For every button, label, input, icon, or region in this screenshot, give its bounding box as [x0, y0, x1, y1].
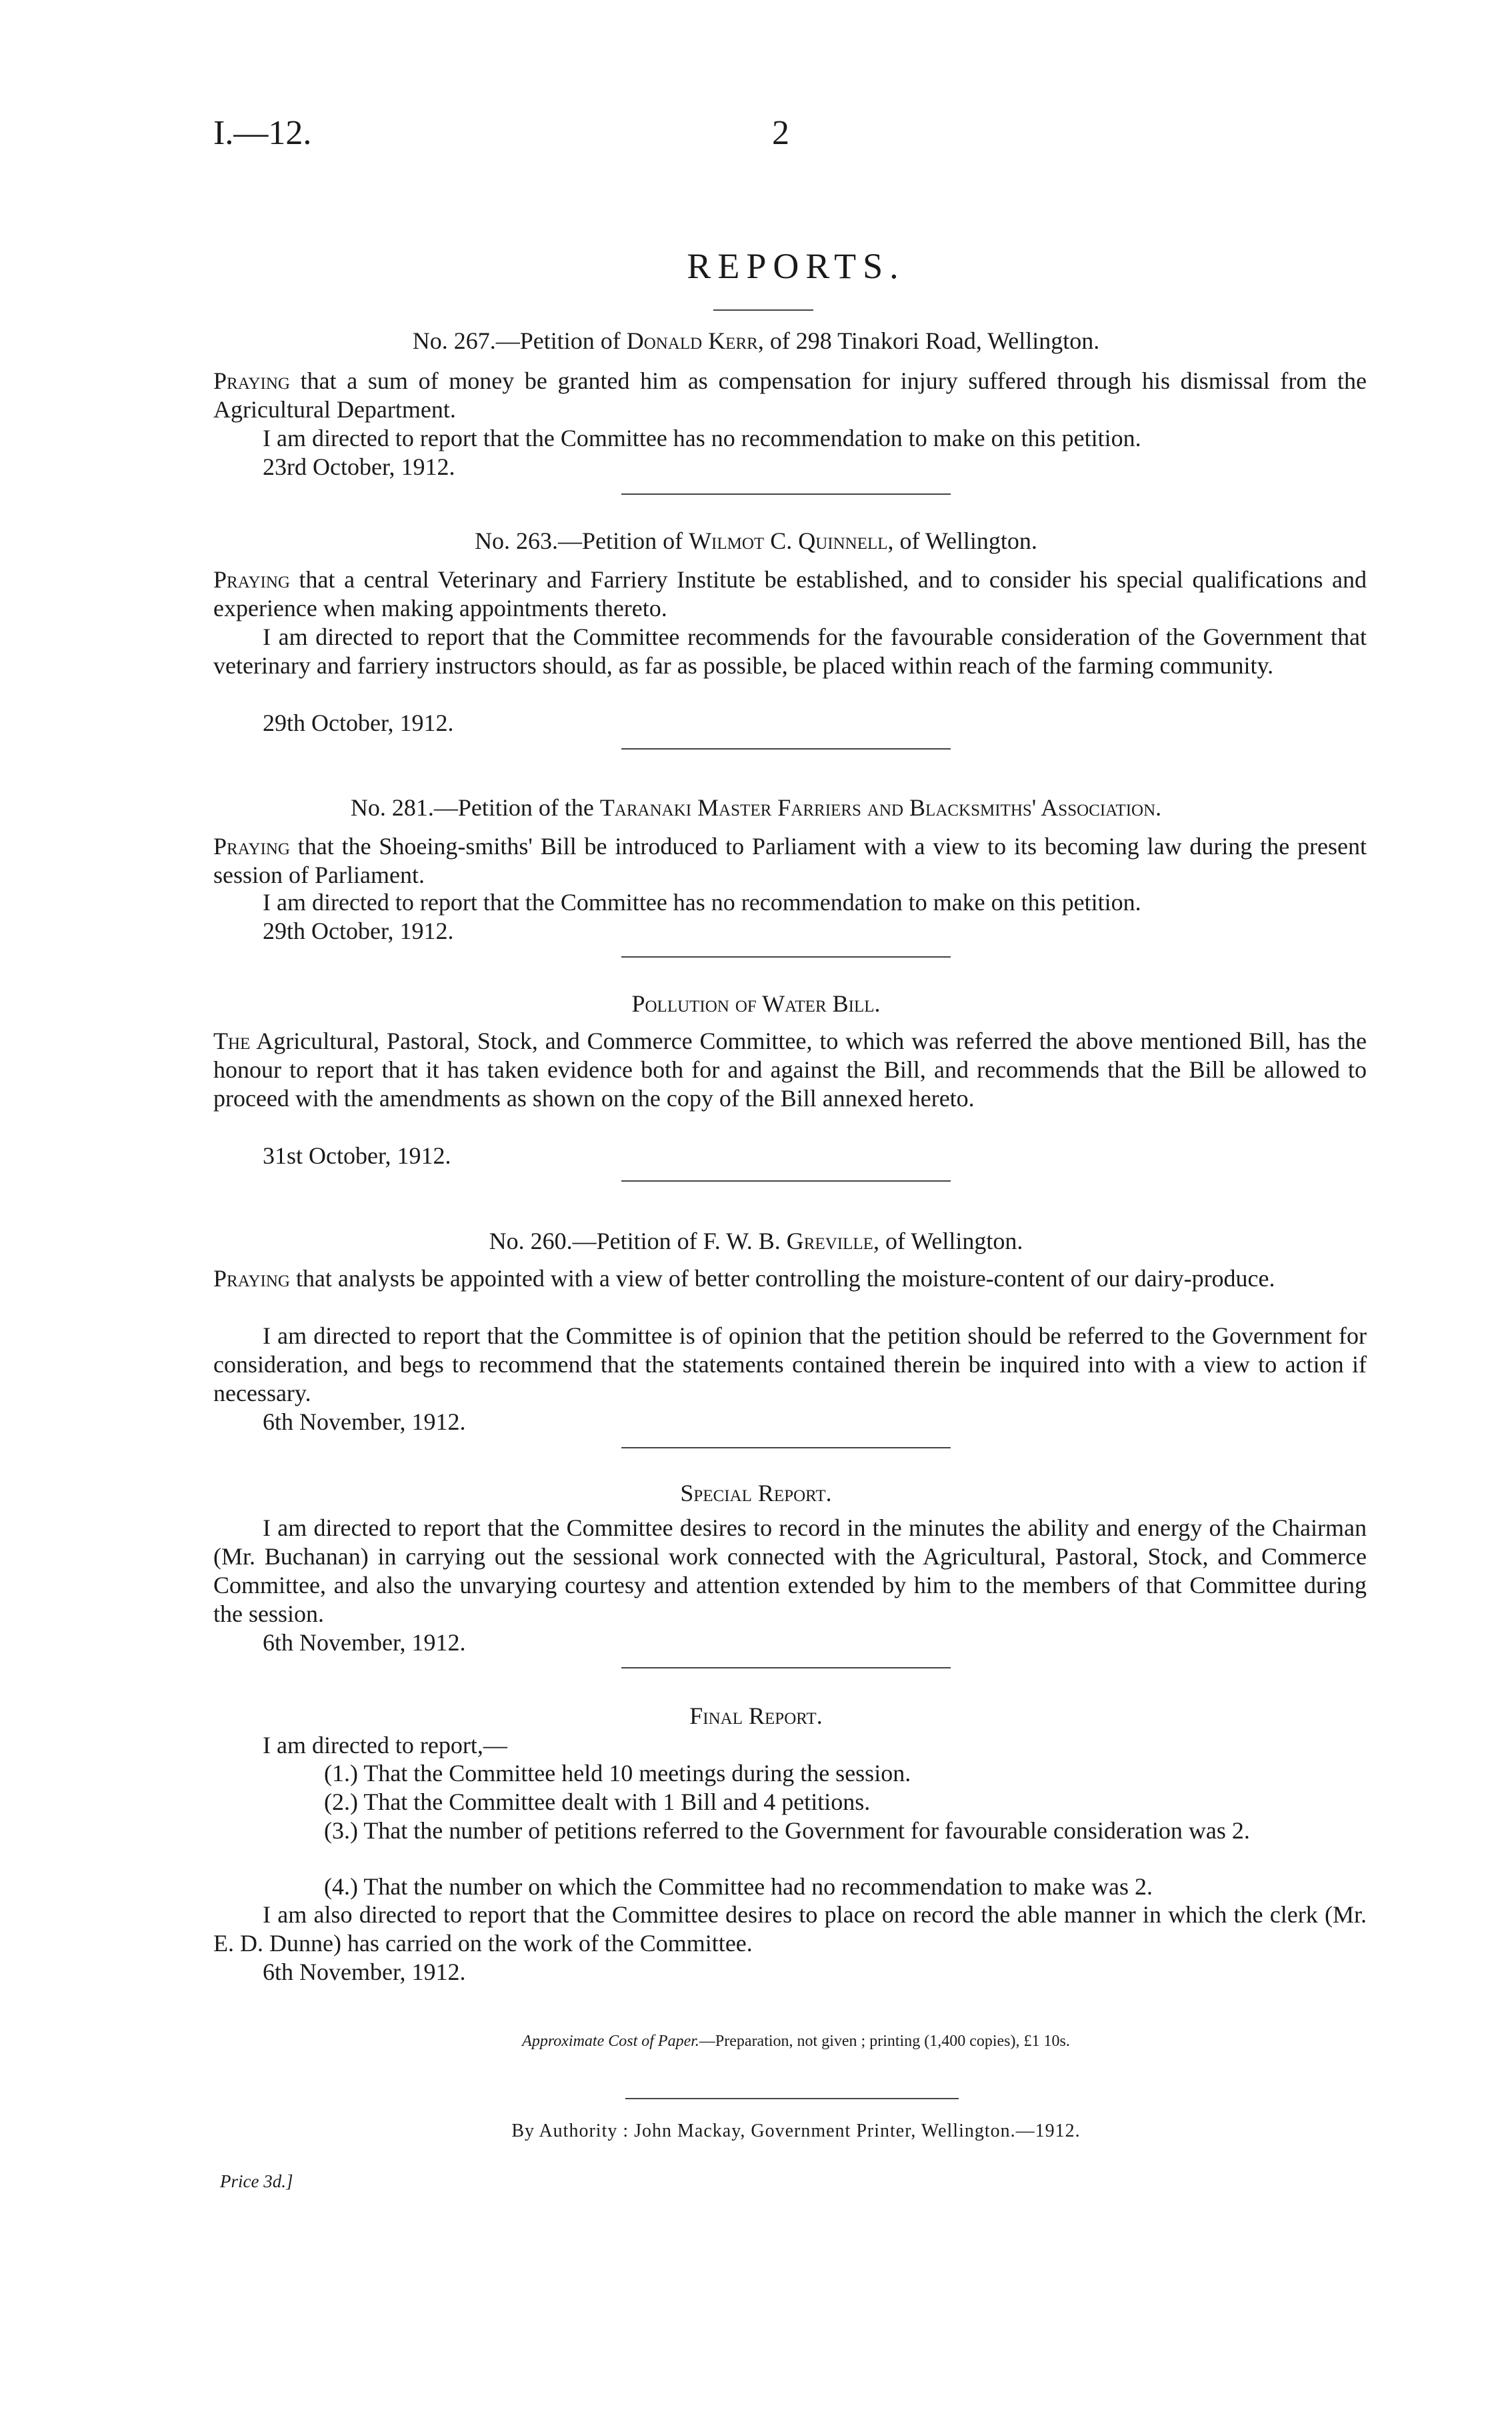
report-date: 6th November, 1912.: [263, 1408, 466, 1435]
lead-word: Praying: [213, 1265, 290, 1292]
list-item: (3.) That the number of petitions referred to the Government for favourable consideration was 2.: [324, 1817, 1250, 1844]
section-heading-281: [0, 794, 1512, 822]
cost-label: Approximate Cost of Paper.: [522, 2033, 699, 2050]
prayer-paragraph: [213, 565, 1367, 623]
petitioner-name: Wilmot C. Quinnell: [689, 527, 888, 554]
bill-report-text: Agricultural, Pastoral, Stock, and Commerce Committee, to which was referred the above mentioned Bill, has the honour to report that it has taken evidence both for and against the Bill, and recommends that the Bill be allowed to proceed with the amendments as shown on the copy of the Bill annexed hereto.: [213, 1028, 1367, 1112]
list-item: (4.) That the number on which the Committee had no recommendation to make was 2.: [324, 1873, 1153, 1900]
document-series-number: I.—12.: [213, 114, 312, 152]
petitioner-name: F. W. B. Greville: [703, 1228, 873, 1254]
prayer-paragraph: [213, 1264, 1367, 1293]
heading-suffix: , of 298 Tinakori Road, Wellington.: [757, 327, 1100, 354]
section-divider: [621, 748, 951, 750]
list-item: (1.) That the Committee held 10 meetings during the session.: [324, 1760, 911, 1786]
list-item: (2.) That the Committee dealt with 1 Bill and 4 petitions.: [324, 1788, 871, 1815]
heading-prefix: No. 263.—Petition of: [475, 527, 689, 554]
prayer-text: that the Shoeing-smiths' Bill be introduced to Parliament with a view to its becoming law during the present session of Parliament.: [213, 833, 1367, 888]
bill-report-paragraph: [213, 1027, 1367, 1113]
report-paragraph: I am directed to report that the Committee has no recommendation to make on this petition.: [263, 889, 1141, 916]
prayer-text: that a sum of money be granted him as compensation for injury suffered through his dismissal from the Agricultural Department.: [213, 367, 1367, 423]
section-heading-263: [0, 527, 1512, 555]
heading-suffix: , of Wellington.: [887, 527, 1037, 554]
report-date: 31st October, 1912.: [263, 1142, 451, 1169]
section-heading-267: [0, 327, 1512, 355]
price-note: Price 3d.]: [220, 2171, 293, 2191]
section-heading-260: [0, 1227, 1512, 1256]
heading-prefix: No. 260.—Petition of: [489, 1228, 703, 1254]
prayer-paragraph: [213, 367, 1367, 424]
section-heading-final-report: Final Report.: [689, 1702, 823, 1729]
final-report-intro: I am directed to report,—: [263, 1732, 507, 1758]
special-report-paragraph: I am directed to report that the Committee desires to record in the minutes the ability and energy of the Chairman (Mr. Buchanan) in carrying out the sessional work connected with the Agricultural, Pastoral, Stock, and Commerce Committee, and also the unvarying courtesy and attention extended by him to the members of that Committee during the session.: [213, 1514, 1367, 1627]
footer-divider: [625, 2098, 959, 2099]
report-paragraph: I am directed to report that the Committee recommends for the favourable consideration of the Government that veterinary and farriery instructors should, as far as possible, be placed within reach of the farming community.: [213, 624, 1367, 679]
report-date: 23rd October, 1912.: [263, 453, 455, 480]
cost-of-paper-note: [0, 2027, 1512, 2056]
printer-authority-line: By Authority : John Mackay, Government Printer, Wellington.—1912.: [511, 2121, 1081, 2141]
report-paragraph: I am directed to report that the Committee has no recommendation to make on this petition.: [263, 425, 1141, 451]
heading-suffix: , of Wellington.: [873, 1228, 1023, 1254]
lead-word: The: [213, 1028, 251, 1054]
prayer-text: that analysts be appointed with a view of better controlling the moisture-content of our dairy-produce.: [289, 1265, 1275, 1292]
prayer-paragraph: [213, 832, 1367, 890]
cost-text: —Preparation, not given ; printing (1,400 copies), £1 10s.: [699, 2033, 1070, 2050]
prayer-text: that a central Veterinary and Farriery Institute be established, and to consider his special qualifications and experience when making appointments thereto.: [213, 566, 1367, 622]
page-number: 2: [772, 114, 789, 152]
petitioner-name: Taranaki Master Farriers and Blacksmiths' Association.: [599, 794, 1162, 821]
section-heading-special-report: Special Report.: [680, 1480, 832, 1506]
lead-word: Praying: [213, 367, 290, 394]
report-date: 6th November, 1912.: [263, 1629, 466, 1656]
section-heading-pollution-bill: Pollution of Water Bill.: [631, 990, 881, 1017]
section-divider: [621, 1180, 951, 1182]
section-divider: [621, 493, 951, 495]
page-title: REPORTS.: [687, 246, 905, 286]
heading-prefix: No. 281.—Petition of the: [350, 794, 600, 821]
petitioner-name: Donald Kerr: [626, 327, 758, 354]
report-date: 6th November, 1912.: [263, 1959, 466, 1985]
lead-word: Praying: [213, 566, 290, 593]
report-date: 29th October, 1912.: [263, 918, 454, 944]
report-date: 29th October, 1912.: [263, 710, 454, 736]
lead-word: Praying: [213, 833, 290, 860]
closing-paragraph: I am also directed to report that the Committee desires to place on record the able manner in which the clerk (Mr. E. D. Dunne) has carried on the work of the Committee.: [213, 1901, 1367, 1957]
section-divider: [621, 956, 951, 958]
title-divider: [713, 309, 813, 311]
report-paragraph: I am directed to report that the Committee is of opinion that the petition should be referred to the Government for consideration, and begs to recommend that the statements contained therein be inquired into with a view to action if necessary.: [213, 1322, 1367, 1406]
section-divider: [621, 1447, 951, 1448]
heading-prefix: No. 267.—Petition of: [412, 327, 627, 354]
section-divider: [621, 1667, 951, 1668]
